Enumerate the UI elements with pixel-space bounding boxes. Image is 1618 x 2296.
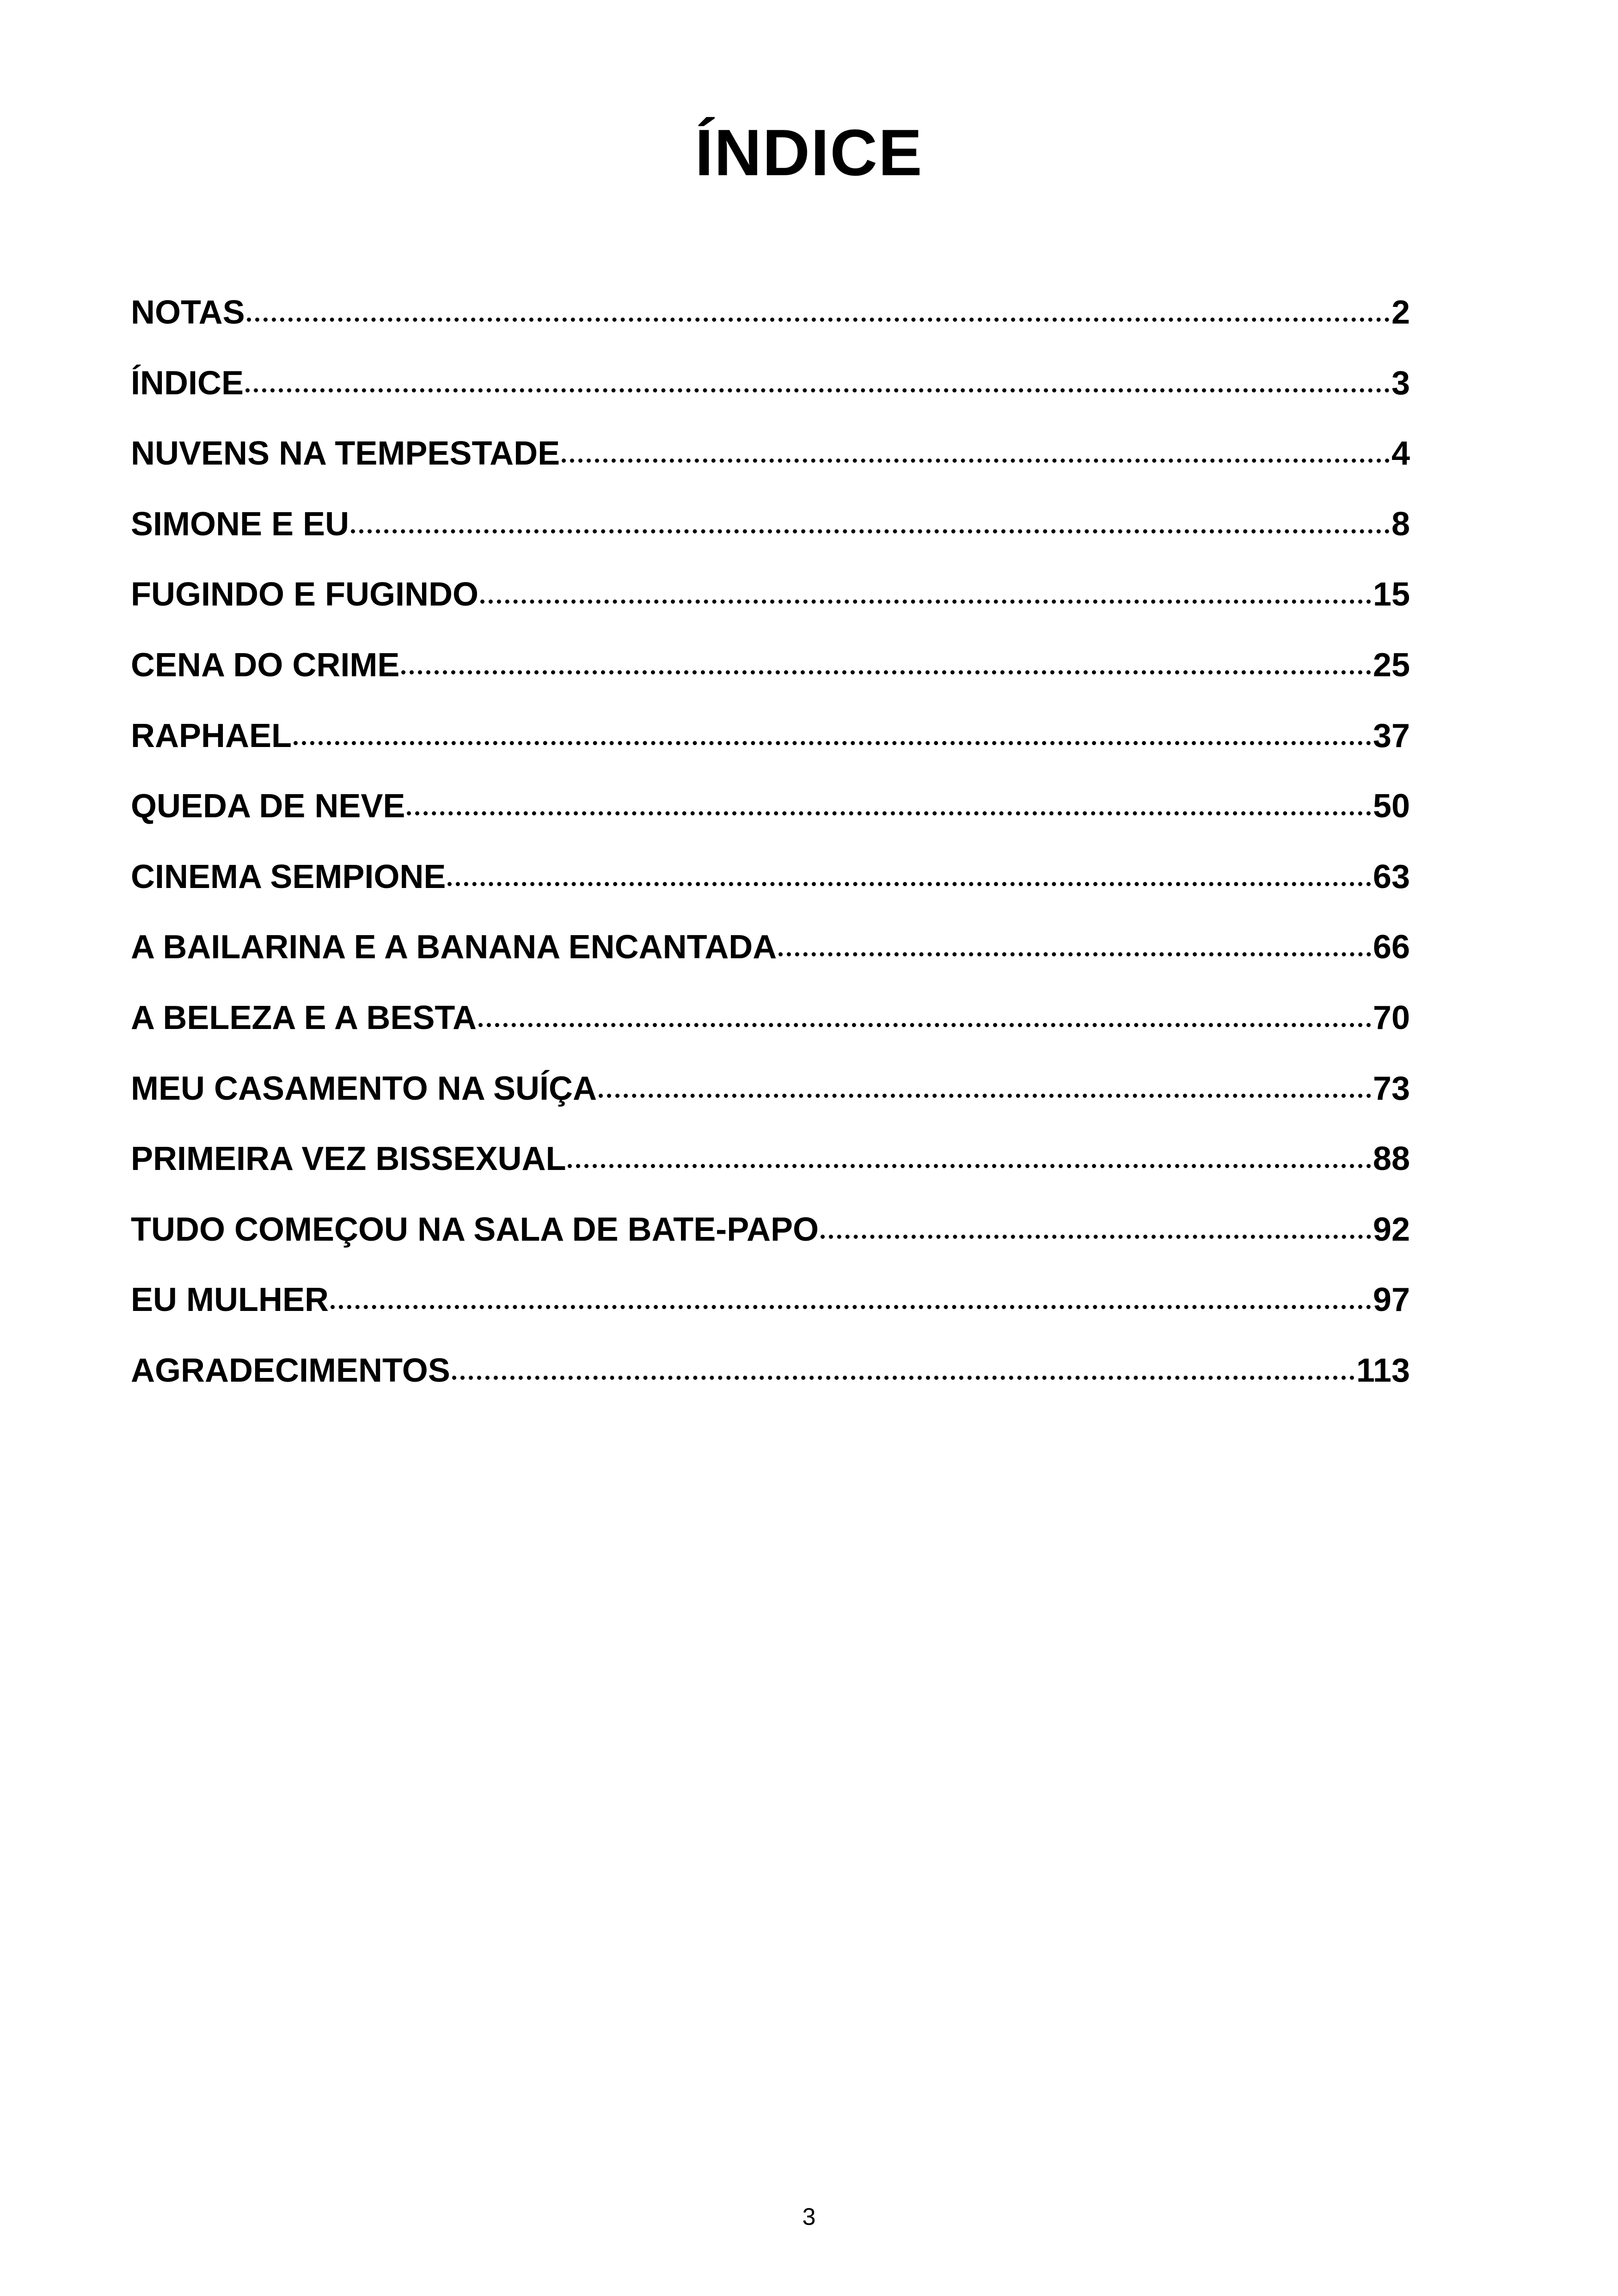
toc-dot-leader — [562, 459, 1390, 463]
toc-entry-page: 70 — [1373, 999, 1410, 1036]
toc-entry-page: 25 — [1373, 646, 1410, 684]
toc-entry-title: A BELEZA E A BESTA — [131, 999, 477, 1036]
toc-entry-page: 8 — [1391, 505, 1410, 543]
page-title: ÍNDICE — [695, 116, 923, 190]
toc-entry-title: A BAILARINA E A BANANA ENCANTADA — [131, 929, 777, 966]
toc-entry-title: TUDO COMEÇOU NA SALA DE BATE-PAPO — [131, 1211, 819, 1248]
toc-entry[interactable] — [131, 646, 1410, 719]
toc-entry-page: 92 — [1373, 1211, 1410, 1248]
toc-dot-leader — [245, 388, 1390, 392]
toc-entry[interactable] — [131, 1001, 1410, 1072]
toc-entry-title: PRIMEIRA VEZ BISSEXUAL — [131, 1140, 566, 1178]
toc-dot-leader — [401, 670, 1371, 674]
toc-dot-leader — [407, 811, 1371, 815]
toc-entry-title: QUEDA DE NEVE — [131, 788, 405, 825]
toc-entry[interactable] — [131, 1142, 1410, 1213]
toc-entry[interactable] — [131, 719, 1410, 790]
toc-entry[interactable] — [131, 931, 1410, 1001]
toc-entry[interactable] — [131, 860, 1410, 931]
toc-entry-page: 4 — [1391, 435, 1410, 472]
toc-dot-leader — [568, 1164, 1371, 1168]
toc-entry-page: 97 — [1373, 1281, 1410, 1319]
table-of-contents — [131, 296, 1410, 1425]
toc-entry-page: 66 — [1373, 929, 1410, 966]
toc-entry-page: 15 — [1373, 576, 1410, 613]
toc-entry-title: RAPHAEL — [131, 717, 292, 754]
toc-entry-page: 113 — [1356, 1352, 1410, 1389]
toc-entry-page: 37 — [1373, 717, 1410, 754]
toc-entry-title: NUVENS NA TEMPESTADE — [131, 435, 560, 472]
toc-entry[interactable] — [131, 1072, 1410, 1143]
toc-entry-page: 88 — [1373, 1140, 1410, 1178]
toc-dot-leader — [447, 882, 1371, 886]
toc-entry[interactable] — [131, 296, 1410, 367]
toc-dot-leader — [247, 318, 1390, 322]
toc-entry[interactable] — [131, 1283, 1410, 1354]
toc-dot-leader — [778, 952, 1371, 956]
toc-entry-title: ÍNDICE — [131, 364, 244, 402]
toc-entry[interactable] — [131, 1354, 1410, 1425]
toc-entry-page: 3 — [1391, 364, 1410, 402]
toc-entry-page: 63 — [1373, 858, 1410, 895]
toc-dot-leader — [452, 1376, 1354, 1380]
toc-entry-title: CENA DO CRIME — [131, 646, 400, 684]
toc-entry[interactable] — [131, 437, 1410, 508]
toc-dot-leader — [351, 529, 1390, 533]
toc-entry-title: SIMONE E EU — [131, 505, 349, 543]
toc-entry[interactable] — [131, 790, 1410, 860]
toc-dot-leader — [480, 600, 1371, 604]
toc-entry-page: 2 — [1391, 294, 1410, 331]
toc-dot-leader — [331, 1305, 1371, 1309]
toc-dot-leader — [821, 1235, 1371, 1239]
toc-entry-page: 73 — [1373, 1070, 1410, 1107]
toc-entry-title: NOTAS — [131, 294, 245, 331]
toc-dot-leader — [599, 1094, 1371, 1098]
toc-entry-title: MEU CASAMENTO NA SUÍÇA — [131, 1070, 597, 1107]
toc-entry[interactable] — [131, 1213, 1410, 1284]
toc-dot-leader — [478, 1023, 1371, 1027]
toc-entry[interactable] — [131, 578, 1410, 649]
toc-entry[interactable] — [131, 505, 1410, 578]
toc-entry[interactable] — [131, 364, 1410, 437]
toc-entry-title: CINEMA SEMPIONE — [131, 858, 446, 895]
toc-entry-page: 50 — [1373, 788, 1410, 825]
page-number: 3 — [802, 2204, 816, 2230]
toc-dot-leader — [294, 741, 1371, 745]
toc-entry-title: FUGINDO E FUGINDO — [131, 576, 478, 613]
toc-entry-title: AGRADECIMENTOS — [131, 1352, 450, 1389]
toc-entry-title: EU MULHER — [131, 1281, 329, 1319]
